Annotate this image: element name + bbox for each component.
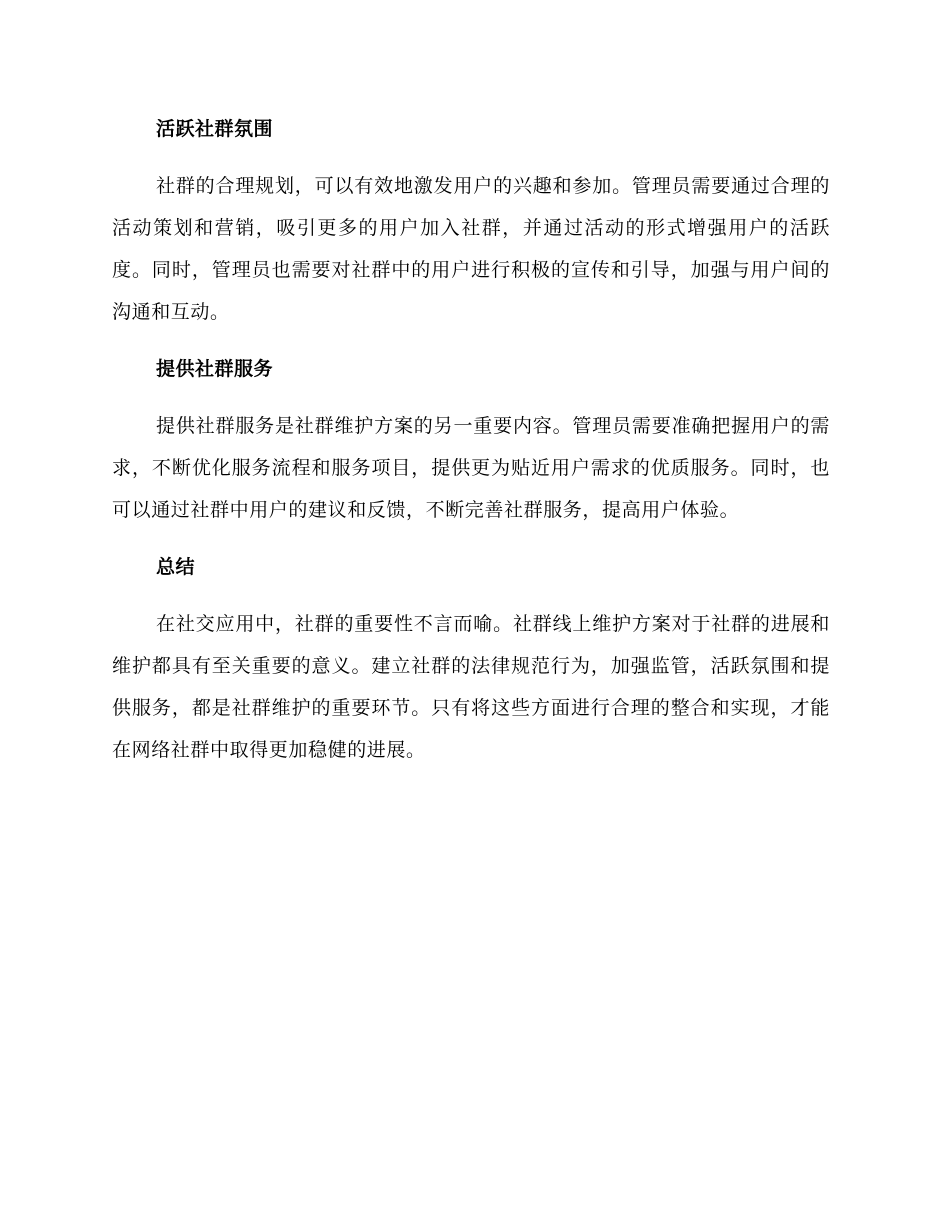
- section-paragraph-summary: 在社交应用中，社群的重要性不言而喻。社群线上维护方案对于社群的进展和维护都具有至关重要的意义。建立社群的法律规范行为，加强监管，活跃氛围和提供服务，都是社群维护的重要环节。只有将这些方面进行合理的整合和实现，才能在网络社群中取得更加稳健的进展。: [112, 613, 830, 761]
- section-paragraph-active-atmosphere: 社群的合理规划，可以有效地激发用户的兴趣和参加。管理员需要通过合理的活动策划和营销，吸引更多的用户加入社群，并通过活动的形式增强用户的活跃度。同时，管理员也需要对社群中的用户进行积极的宣传和引导，加强与用户间的沟通和互动。: [112, 175, 830, 323]
- section-heading-active-atmosphere: 活跃社群氛围: [156, 118, 274, 140]
- section-heading-summary: 总结: [156, 556, 196, 578]
- section-paragraph-community-service: 提供社群服务是社群维护方案的另一重要内容。管理员需要准确把握用户的需求，不断优化服务流程和服务项目，提供更为贴近用户需求的优质服务。同时，也可以通过社群中用户的建议和反馈，不断完善社群服务，提高用户体验。: [112, 415, 830, 521]
- section-heading-community-service: 提供社群服务: [156, 358, 274, 380]
- document-body: [112, 107, 830, 771]
